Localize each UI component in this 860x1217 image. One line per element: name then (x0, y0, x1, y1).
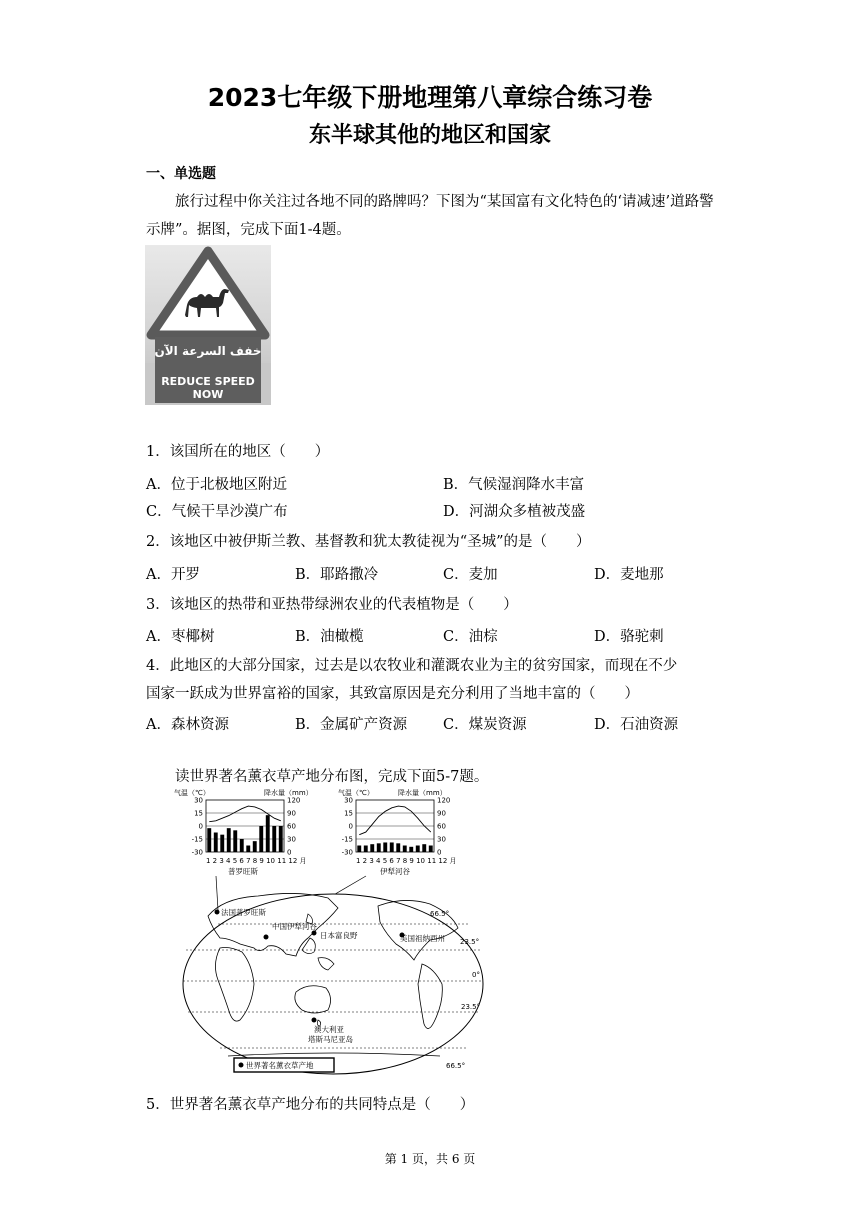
precip-bar (227, 828, 231, 852)
temp-tick-label: 15 (194, 809, 203, 818)
precip-bar (214, 833, 218, 853)
precip-bar (207, 828, 211, 852)
sign-line-2: NOW (192, 388, 224, 401)
precip-bar (390, 842, 394, 852)
q1-option-c: C．气候干旱沙漠广布 (146, 504, 288, 520)
precip-bar (396, 843, 400, 852)
lat-label-1: 66.5° (430, 910, 450, 918)
precip-bar (422, 844, 426, 852)
climate-chart-provence (174, 788, 313, 876)
precip-bar (416, 846, 420, 853)
temp-tick-label: -15 (191, 835, 203, 844)
marker-ili (264, 935, 269, 940)
page-footer: 第 1 页，共 6 页 (384, 1152, 476, 1166)
q2-option-a: A．开罗 (146, 567, 200, 583)
precip-bar (364, 846, 368, 853)
temperature-line (209, 806, 280, 822)
precip-bar (429, 846, 433, 853)
q2-option-c: C．麦加 (443, 567, 498, 583)
precip-tick-label: 60 (287, 822, 296, 831)
question-4-line-1: 4．此地区的大部分国家，过去是以农牧业和灌溉农业为主的贫穷国家，而现在不少 (146, 658, 678, 674)
question-5: 5．世界著名薰衣草产地分布的共同特点是（ ） (146, 1097, 475, 1113)
precip-tick-label: 30 (287, 835, 296, 844)
precip-bar (259, 826, 263, 852)
world-map (183, 893, 483, 1074)
place-provence: 法国普罗旺斯 (221, 908, 266, 917)
chart-right-name: 伊犁河谷 (380, 867, 410, 876)
q3-option-b: B．油橄榄 (295, 629, 364, 645)
q2-option-b: B．耶路撒冷 (295, 567, 379, 583)
precip-tick-label: 90 (437, 809, 446, 818)
section-heading: 一、单选题 (146, 166, 216, 182)
precip-bar (240, 839, 244, 852)
precip-tick-label: 120 (437, 796, 451, 805)
chart-left-temp-label: 气温（℃） (174, 789, 210, 797)
lat-label-5: 66.5° (446, 1062, 466, 1070)
precip-tick-label: 60 (437, 822, 446, 831)
lavender-map-figure (168, 788, 498, 1078)
intro-paragraph-1: 旅行过程中你关注过各地不同的路牌吗？下图为“某国富有文化特色的‘请减速’道路警示牌”。据图，完成下面1-4题。 (146, 194, 714, 238)
chart-right-precip-label: 降水量（mm） (398, 789, 447, 797)
question-2: 2．该地区中被伊斯兰教、基督教和犹太教徒视为“圣城”的是（ ） (146, 534, 591, 550)
page-subtitle: 东半球其他的地区和国家 (308, 123, 551, 148)
precip-bar (357, 846, 361, 853)
precip-bar (272, 826, 276, 852)
question-1: 1．该国所在的地区（ ） (146, 444, 330, 460)
sign-arabic-text: خفف السرعة الآن (154, 344, 262, 358)
precip-tick-label: 0 (287, 848, 292, 857)
page-title: 2023七年级下册地理第八章综合练习卷 (207, 83, 653, 112)
legend-marker (239, 1063, 244, 1068)
climate-chart-ili (338, 788, 457, 876)
temp-tick-label: -15 (341, 835, 353, 844)
precip-tick-label: 120 (287, 796, 301, 805)
question-4-line-2: 国家一跃成为世界富裕的国家，其致富原因是充分利用了当地丰富的（ ） (146, 686, 639, 702)
place-tasmania: 塔斯马尼亚岛 (308, 1035, 353, 1044)
chart-right-month-ticks: 1 2 3 4 5 6 7 8 9 10 11 12 月 (356, 857, 457, 865)
q2-option-d: D．麦地那 (594, 567, 664, 583)
precip-bar (220, 835, 224, 852)
chart-right-temp-label: 气温（℃） (338, 789, 374, 797)
place-usa: 美国祖纳西州 (400, 934, 445, 943)
precip-tick-label: 90 (287, 809, 296, 818)
q4-option-b: B．金属矿产资源 (295, 717, 408, 733)
marker-provence (215, 910, 220, 915)
q1-option-a: A．位于北极地区附近 (146, 477, 287, 493)
place-furano: 日本富良野 (320, 931, 358, 940)
lat-label-3: 0° (472, 971, 480, 979)
q1-option-d: D．河湖众多植被茂盛 (443, 504, 586, 520)
intro-paragraph-2: 读世界著名薰衣草产地分布图，完成下面5-7题。 (175, 769, 489, 785)
lat-label-4: 23.5° (461, 1003, 481, 1011)
precip-bar (370, 844, 374, 852)
q3-option-d: D．骆驼刺 (594, 629, 664, 645)
temp-tick-label: 0 (348, 822, 353, 831)
precip-bar (246, 846, 250, 853)
marker-furano (312, 931, 317, 936)
temp-tick-label: -30 (341, 848, 353, 857)
question-3: 3．该地区的热带和亚热带绿洲农业的代表植物是（ ） (146, 597, 518, 613)
chart-left-precip-label: 降水量（mm） (264, 789, 313, 797)
q4-option-c: C．煤炭资源 (443, 717, 527, 733)
temp-tick-label: 30 (194, 796, 203, 805)
temp-tick-label: 0 (198, 822, 203, 831)
precip-bar (403, 846, 407, 853)
precip-tick-label: 0 (437, 848, 442, 857)
chart-left-name: 普罗旺斯 (228, 867, 258, 876)
precip-bar (233, 830, 237, 852)
temp-tick-label: -30 (191, 848, 203, 857)
q3-option-a: A．枣椰树 (146, 629, 215, 645)
marker-tasmania (312, 1018, 317, 1023)
q4-option-d: D．石油资源 (594, 717, 679, 733)
road-sign-image (145, 245, 271, 405)
q4-option-a: A．森林资源 (146, 717, 229, 733)
temp-tick-label: 30 (344, 796, 353, 805)
precip-bar (377, 843, 381, 852)
precip-bar (409, 847, 413, 852)
place-ili: 中国伊犁河谷 (272, 922, 317, 931)
q1-option-b: B．气候湿润降水丰富 (443, 477, 585, 493)
precip-bar (279, 826, 283, 852)
temperature-line (359, 806, 431, 835)
sign-line-1: REDUCE SPEED (161, 375, 255, 388)
chart-left-month-ticks: 1 2 3 4 5 6 7 8 9 10 11 12 月 (206, 857, 307, 865)
temp-tick-label: 15 (344, 809, 353, 818)
lat-label-2: 23.5° (460, 938, 480, 946)
precip-bar (383, 842, 387, 852)
place-australia: 澳大利亚 (314, 1025, 344, 1034)
q3-option-c: C．油棕 (443, 629, 498, 645)
precip-bar (253, 841, 257, 852)
precip-tick-label: 30 (437, 835, 446, 844)
precip-bar (266, 815, 270, 852)
map-legend-label: 世界著名薰衣草产地 (246, 1061, 314, 1070)
